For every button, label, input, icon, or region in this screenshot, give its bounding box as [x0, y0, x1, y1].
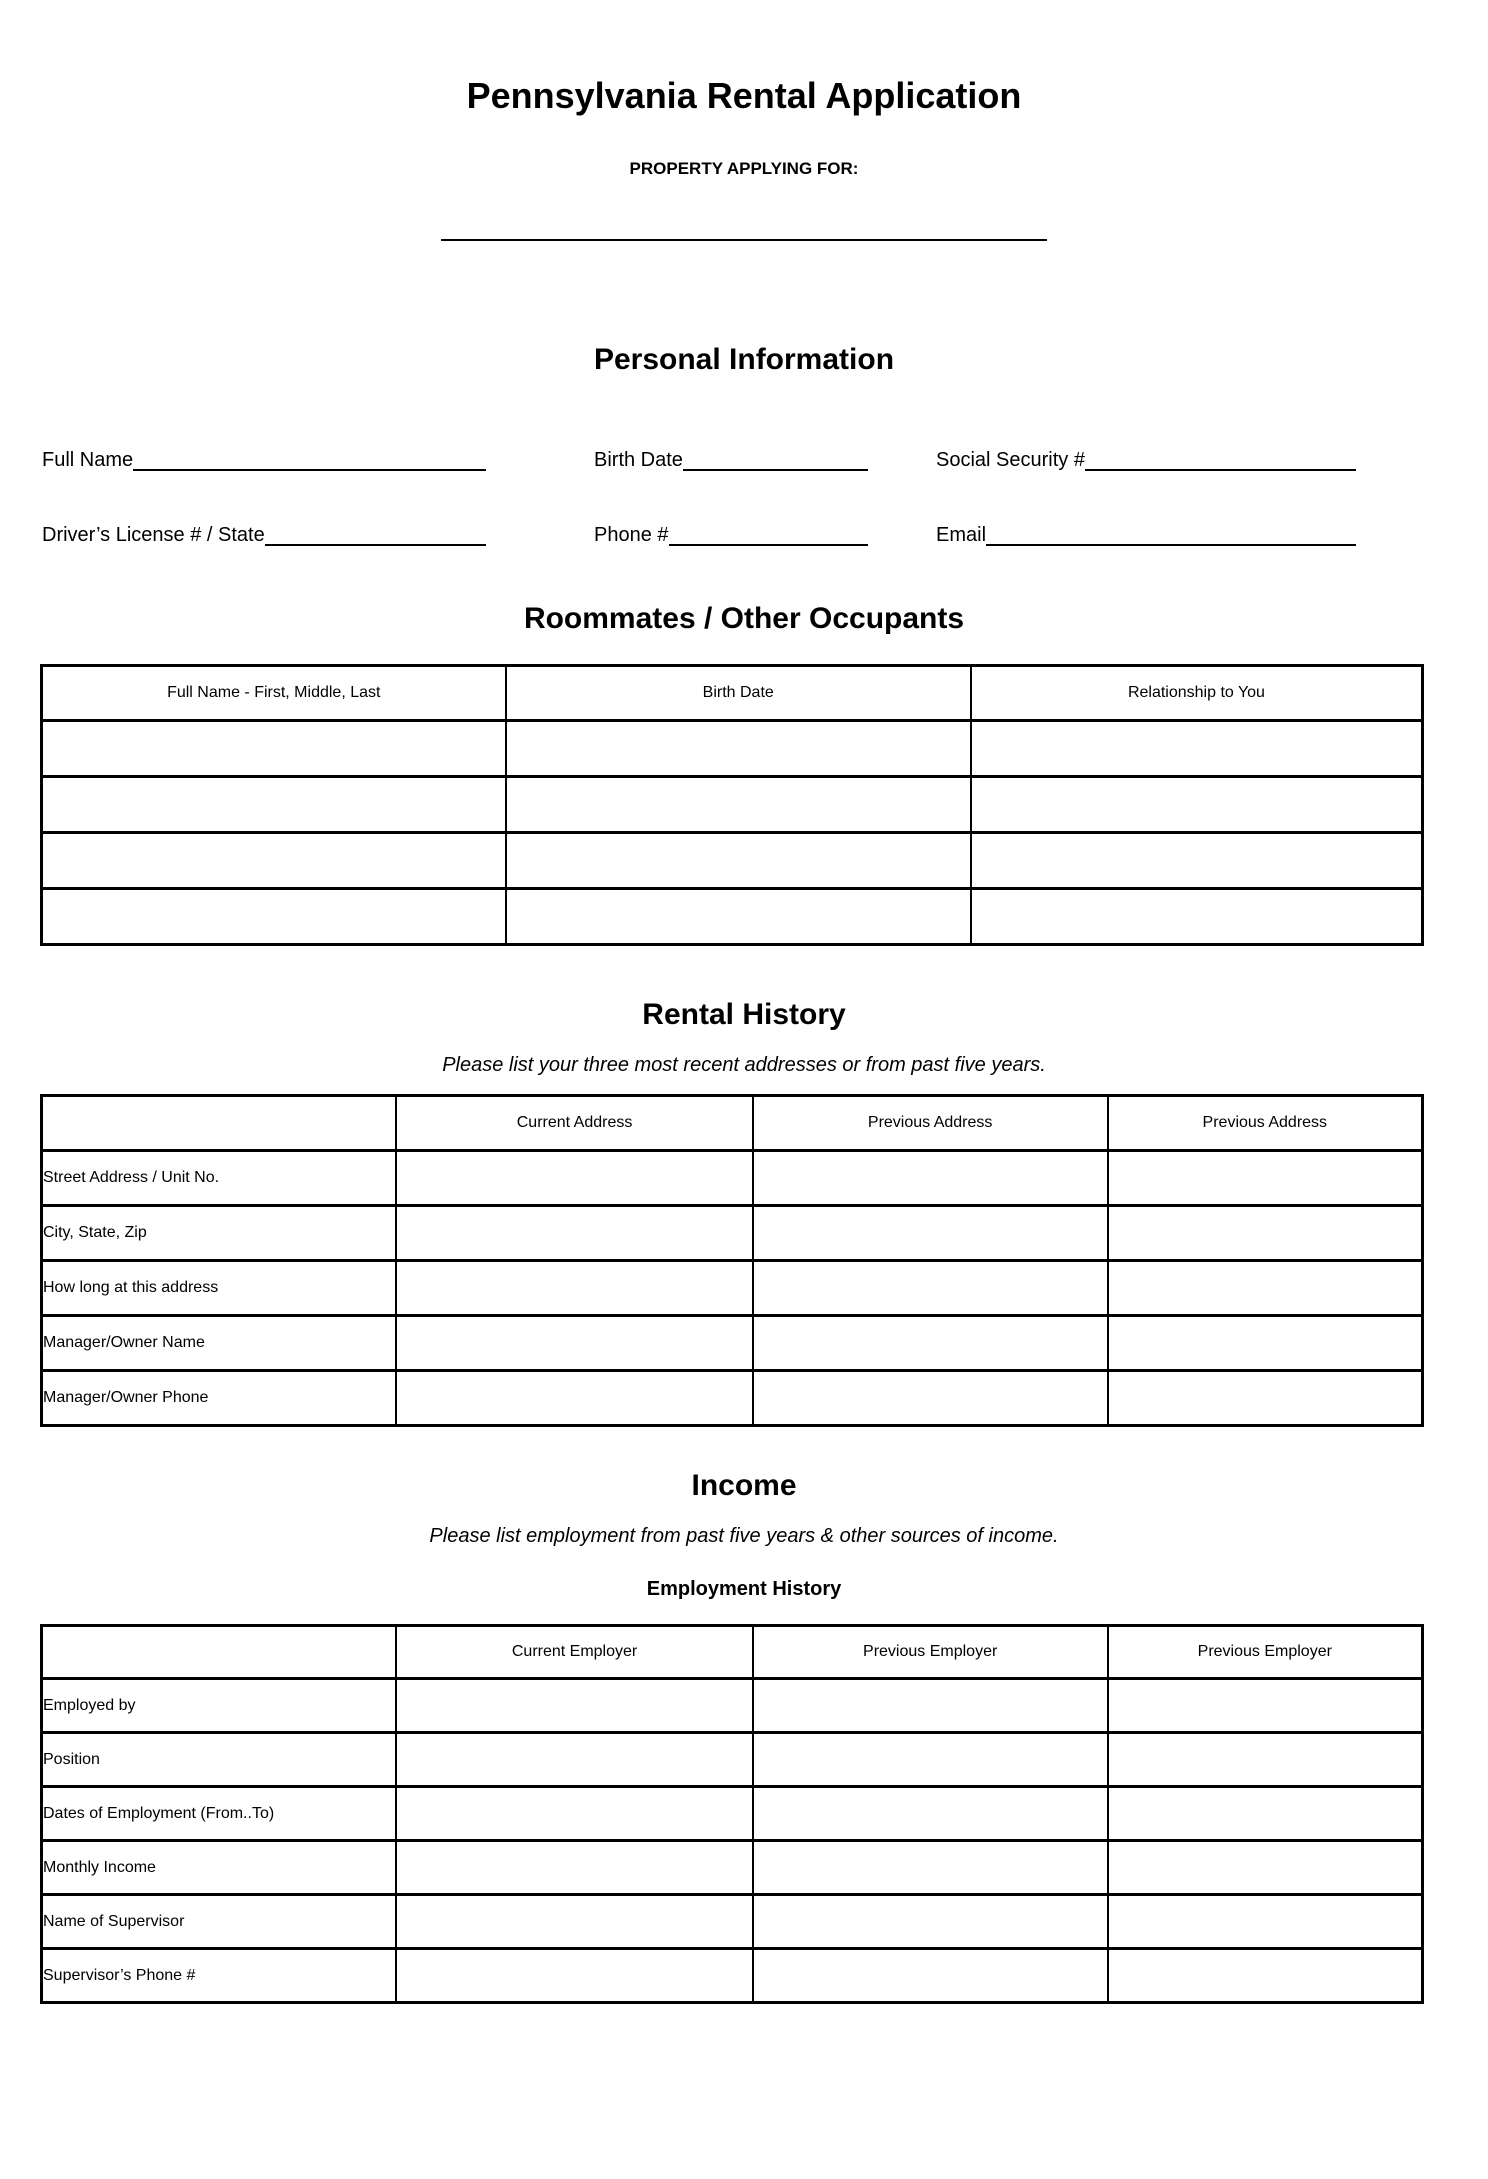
employment-history-heading: Employment History	[646, 1578, 842, 1600]
rental-history-subtitle: Please list your three most recent addresses or from past five years.	[442, 1054, 1046, 1076]
field-drivers-license	[42, 523, 486, 547]
rental-row-manager-phone	[42, 1371, 1423, 1426]
street-address-previous2-cell[interactable]	[1108, 1151, 1423, 1206]
roommates-col-full-name: Full Name - First, Middle, Last	[42, 666, 506, 721]
roommates-row-2	[42, 777, 1423, 833]
employment-row-monthly-income	[42, 1841, 1423, 1895]
rental-row-manager-name	[42, 1316, 1423, 1371]
rental-application-page	[0, 74, 1488, 2179]
full-name-blank[interactable]	[133, 469, 486, 471]
drivers-license-blank[interactable]	[265, 544, 486, 546]
dates-of-employment-label: Dates of Employment (From..To)	[42, 1787, 397, 1841]
rental-col-previous-address-1: Previous Address	[753, 1096, 1108, 1151]
monthly-income-previous1-cell[interactable]	[753, 1841, 1108, 1895]
personal-info-row-1	[0, 448, 1488, 472]
manager-name-label: Manager/Owner Name	[42, 1316, 397, 1371]
supervisor-phone-label: Supervisor’s Phone #	[42, 1949, 397, 2003]
roommate-3-relationship-cell[interactable]	[971, 833, 1423, 889]
roommate-4-relationship-cell[interactable]	[971, 889, 1423, 945]
field-birth-date	[594, 448, 868, 472]
email-label: Email	[936, 524, 987, 546]
roommate-4-birth-date-cell[interactable]	[506, 889, 971, 945]
roommate-3-birth-date-cell[interactable]	[506, 833, 971, 889]
roommate-1-full-name-cell[interactable]	[42, 721, 506, 777]
roommates-table	[40, 664, 1424, 946]
employment-col-previous-employer-2: Previous Employer	[1108, 1626, 1423, 1679]
street-address-previous1-cell[interactable]	[753, 1151, 1108, 1206]
roommates-row-4	[42, 889, 1423, 945]
roommate-2-relationship-cell[interactable]	[971, 777, 1423, 833]
social-security-label: Social Security #	[936, 449, 1085, 471]
field-full-name	[42, 448, 486, 472]
birth-date-blank[interactable]	[683, 469, 868, 471]
income-subtitle: Please list employment from past five years & other sources of income.	[429, 1525, 1059, 1547]
manager-name-previous2-cell[interactable]	[1108, 1316, 1423, 1371]
street-address-label: Street Address / Unit No.	[42, 1151, 397, 1206]
social-security-blank[interactable]	[1085, 469, 1356, 471]
employment-row-supervisor-phone	[42, 1949, 1423, 2003]
rental-col-previous-address-2: Previous Address	[1108, 1096, 1423, 1151]
position-previous1-cell[interactable]	[753, 1733, 1108, 1787]
supervisor-phone-previous1-cell[interactable]	[753, 1949, 1108, 2003]
employment-row-supervisor-name	[42, 1895, 1423, 1949]
how-long-previous2-cell[interactable]	[1108, 1261, 1423, 1316]
rental-row-city-state-zip	[42, 1206, 1423, 1261]
dates-current-cell[interactable]	[396, 1787, 752, 1841]
monthly-income-label: Monthly Income	[42, 1841, 397, 1895]
rental-col-current-address: Current Address	[396, 1096, 752, 1151]
city-state-zip-previous2-cell[interactable]	[1108, 1206, 1423, 1261]
supervisor-name-previous2-cell[interactable]	[1108, 1895, 1423, 1949]
employment-col-blank	[42, 1626, 397, 1679]
full-name-label: Full Name	[42, 449, 134, 471]
monthly-income-previous2-cell[interactable]	[1108, 1841, 1423, 1895]
property-applying-for-label: PROPERTY APPLYING FOR:	[629, 159, 859, 178]
dates-previous1-cell[interactable]	[753, 1787, 1108, 1841]
employment-row-dates	[42, 1787, 1423, 1841]
field-email	[936, 523, 1356, 547]
city-state-zip-previous1-cell[interactable]	[753, 1206, 1108, 1261]
manager-phone-previous2-cell[interactable]	[1108, 1371, 1423, 1426]
rental-row-street-address	[42, 1151, 1423, 1206]
rental-col-blank	[42, 1096, 397, 1151]
roommate-2-full-name-cell[interactable]	[42, 777, 506, 833]
how-long-previous1-cell[interactable]	[753, 1261, 1108, 1316]
position-previous2-cell[interactable]	[1108, 1733, 1423, 1787]
employment-row-employed-by	[42, 1679, 1423, 1733]
manager-phone-label: Manager/Owner Phone	[42, 1371, 397, 1426]
supervisor-name-current-cell[interactable]	[396, 1895, 752, 1949]
manager-name-current-cell[interactable]	[396, 1316, 752, 1371]
employed-by-previous2-cell[interactable]	[1108, 1679, 1423, 1733]
rental-history-heading: Rental History	[642, 998, 846, 1031]
income-heading: Income	[691, 1469, 797, 1502]
property-applying-for-blank[interactable]	[441, 239, 1047, 241]
roommates-row-3	[42, 833, 1423, 889]
rental-header-row	[42, 1096, 1423, 1151]
field-social-security	[936, 448, 1356, 472]
roommates-col-birth-date: Birth Date	[506, 666, 971, 721]
city-state-zip-label: City, State, Zip	[42, 1206, 397, 1261]
roommates-header-row	[42, 666, 1423, 721]
employed-by-current-cell[interactable]	[396, 1679, 752, 1733]
employment-header-row	[42, 1626, 1423, 1679]
rental-row-how-long	[42, 1261, 1423, 1316]
how-long-label: How long at this address	[42, 1261, 397, 1316]
supervisor-name-label: Name of Supervisor	[42, 1895, 397, 1949]
supervisor-name-previous1-cell[interactable]	[753, 1895, 1108, 1949]
manager-phone-previous1-cell[interactable]	[753, 1371, 1108, 1426]
dates-previous2-cell[interactable]	[1108, 1787, 1423, 1841]
employment-col-previous-employer-1: Previous Employer	[753, 1626, 1108, 1679]
roommates-heading: Roommates / Other Occupants	[523, 602, 965, 635]
position-label: Position	[42, 1733, 397, 1787]
personal-info-row-2	[0, 523, 1488, 547]
roommates-row-1	[42, 721, 1423, 777]
employed-by-previous1-cell[interactable]	[753, 1679, 1108, 1733]
employment-row-position	[42, 1733, 1423, 1787]
roommate-3-full-name-cell[interactable]	[42, 833, 506, 889]
employment-history-table	[40, 1624, 1424, 2004]
phone-blank[interactable]	[669, 544, 868, 546]
manager-name-previous1-cell[interactable]	[753, 1316, 1108, 1371]
roommates-col-relationship: Relationship to You	[971, 666, 1423, 721]
drivers-license-label: Driver’s License # / State	[42, 524, 265, 546]
roommate-1-birth-date-cell[interactable]	[506, 721, 971, 777]
roommate-2-birth-date-cell[interactable]	[506, 777, 971, 833]
phone-label: Phone #	[594, 524, 669, 546]
supervisor-phone-current-cell[interactable]	[396, 1949, 752, 2003]
street-address-current-cell[interactable]	[396, 1151, 752, 1206]
birth-date-label: Birth Date	[594, 449, 683, 471]
roommate-4-full-name-cell[interactable]	[42, 889, 506, 945]
email-blank[interactable]	[986, 544, 1356, 546]
supervisor-phone-previous2-cell[interactable]	[1108, 1949, 1423, 2003]
personal-information-heading: Personal Information	[593, 343, 895, 376]
manager-phone-current-cell[interactable]	[396, 1371, 752, 1426]
rental-history-table	[40, 1094, 1424, 1427]
roommate-1-relationship-cell[interactable]	[971, 721, 1423, 777]
monthly-income-current-cell[interactable]	[396, 1841, 752, 1895]
field-phone	[594, 523, 868, 547]
employed-by-label: Employed by	[42, 1679, 397, 1733]
position-current-cell[interactable]	[396, 1733, 752, 1787]
document-title: Pennsylvania Rental Application	[466, 75, 1022, 116]
employment-col-current-employer: Current Employer	[396, 1626, 752, 1679]
city-state-zip-current-cell[interactable]	[396, 1206, 752, 1261]
how-long-current-cell[interactable]	[396, 1261, 752, 1316]
